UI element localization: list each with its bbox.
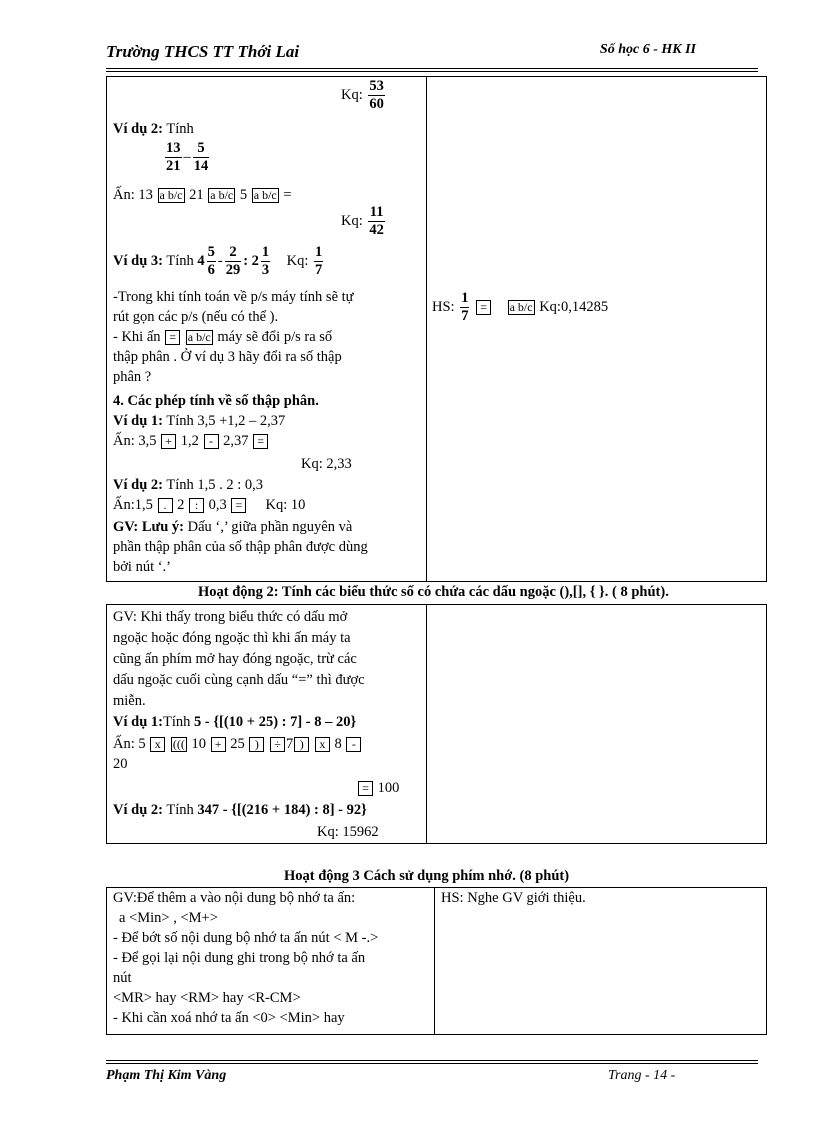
colon-key: : [189,498,204,513]
decimal-example-1-keys: Ấn: 3,5 + 1,2 - 2,37 = [113,432,269,452]
decimal-example-2-keys: Ấn:1,5 . 2 : 0,3 = Kq: 10 [113,497,306,513]
text-line: - Để bớt số nội dung bộ nhớ ta ấn nút < M -.> [113,930,379,946]
decimal-example-1: Ví dụ 1: Tính 3,5 +1,2 – 2,37 [113,413,286,429]
activity-2-kq: Kq: 15962 [317,824,379,840]
fraction-11-42: $\frac{11}{42}$ [369,204,384,238]
column-divider [434,887,435,1035]
multiply-key: x [315,737,330,752]
fraction-53-60: $\frac{53}{60}$ [369,78,384,112]
note-2-line-2: thập phân . Ở ví dụ 3 hãy đổi ra số thập [113,349,342,365]
page-footer [106,1068,758,1090]
footer-page-number: Trang - 14 - [608,1068,676,1083]
example-2-expression: $\frac{13}{21}$ – $\frac{5}{14}$ [166,140,209,174]
decimal-kq-1: Kq: 2,33 [301,456,352,472]
activity-3-title: Hoạt động 3 Cách sử dụng phím nhớ. (8 phút) [284,868,570,884]
example-2-keys: Ấn: 13 a b/c 21 a b/c 5 a b/c = [113,187,292,203]
activity-2-example-2: Ví dụ 2: Tính 347 - {[(216 + 184) : 8] - 92} [113,802,367,818]
gv-note-line-3: bởi nút ‘.’ [113,559,172,575]
multiply-key: x [150,737,165,752]
text-line: a <Min> , <M+> [119,910,218,926]
heading-decimal-ops: 4. Các phép tính về số thập phân. [113,393,319,409]
hs-answer: HS: $\frac{1}{7}$ = a b/c Kq:0,14285 [432,290,609,324]
header-rule [106,68,758,69]
note-2-line-3: phân ? [113,369,152,385]
dot-key: . [158,498,173,513]
activity-2-title: Hoạt động 2: Tính các biểu thức số có chứa các dấu ngoặc (),[], { }. ( 8 phút). [198,584,669,600]
kq2: Kq: $\frac{11}{42}$ [341,204,384,238]
teacher-column-1 [113,78,423,578]
text-line: miễn. [113,693,146,709]
example-3: Ví dụ 3: Tính 4 $\frac{5}{6}$ - $\frac{2}{29}$ : 2 $\frac{1}{3}$ Kq: $\frac{1}{7}$ [113,244,323,278]
equals-key: = [165,330,180,345]
activity-2-result: = 100 [357,779,399,799]
abc-key: a b/c [253,188,277,203]
note-1-line-2: rút gọn các p/s (nếu có thể ). [113,309,279,325]
gv-note-line-2: phần thập phân của số thập phân được dùng [113,539,368,555]
minus-key: - [346,737,361,752]
activity-2-example-1: Ví dụ 1:Tính 5 - {[(10 + 25) : 7] - 8 – 20} [113,714,357,730]
text-line: - Để gọi lại nội dung ghi trong bộ nhớ ta ấn [113,950,366,966]
equals-key: = [358,781,373,796]
minus-key: - [204,434,219,449]
close-bracket-key: ) [294,737,309,752]
equals-key: = [231,498,246,513]
text-line: - Khi cần xoá nhớ ta ấn <0> <Min> hay [113,1010,345,1026]
abc-key: a b/c [187,330,211,345]
open-bracket-key: ((( [172,737,185,752]
close-bracket-key: ) [249,737,264,752]
text-line: HS: Nghe GV giới thiệu. [441,890,586,906]
activity-2-keys: Ấn: 5 x ((( 10 + 25 ) ÷ 7 ) x 8 - [113,735,362,755]
example-2-title: Ví dụ 2: Tính [113,121,194,137]
header-rule-2 [106,71,758,72]
equals-key: = [476,300,491,315]
text-line: nút [113,970,132,986]
page-header [106,42,758,66]
text-line: GV:Để thêm a vào nội dung bộ nhớ ta ấn: [113,890,356,906]
text-line: 20 [113,756,128,772]
footer-rule [106,1060,758,1061]
note-1-line-1: -Trong khi tính toán về p/s máy tính sẽ tự [113,289,354,305]
text-line: cũng ấn phím mở hay đóng ngoặc, trừ các [113,651,357,667]
kq1: Kq: $\frac{53}{60}$ [341,78,384,112]
abc-key: a b/c [159,188,183,203]
decimal-example-2: Ví dụ 2: Tính 1,5 . 2 : 0,3 [113,477,264,493]
header-school: Trường THCS TT Thới Lai [106,42,300,61]
footer-rule-2 [106,1063,758,1064]
abc-key: a b/c [210,188,234,203]
column-divider [426,604,427,844]
equals-key: = [253,434,268,449]
header-subject: Số học 6 - HK II [599,42,696,57]
plus-key: + [211,737,226,752]
footer-author: Phạm Thị Kim Vàng [106,1068,227,1083]
plus-key: + [161,434,176,449]
note-2-line-1: - Khi ấn = a b/c máy sẽ đổi p/s ra số [113,329,333,345]
text-line: dấu ngoặc cuối cùng cạnh dấu “=” thì được [113,672,365,688]
text-line: ngoặc hoặc đóng ngoặc thì khi ấn máy ta [113,630,351,646]
abc-key: a b/c [509,300,533,314]
text-line: <MR> hay <RM> hay <R-CM> [113,990,301,1006]
column-divider [426,76,427,582]
text-line: GV: Khi thấy trong biểu thức có dấu mở [113,609,348,625]
divide-key: ÷ [270,737,285,752]
gv-note-line-1: GV: Lưu ý: Dấu ‘,’ giữa phần nguyên và [113,519,353,535]
